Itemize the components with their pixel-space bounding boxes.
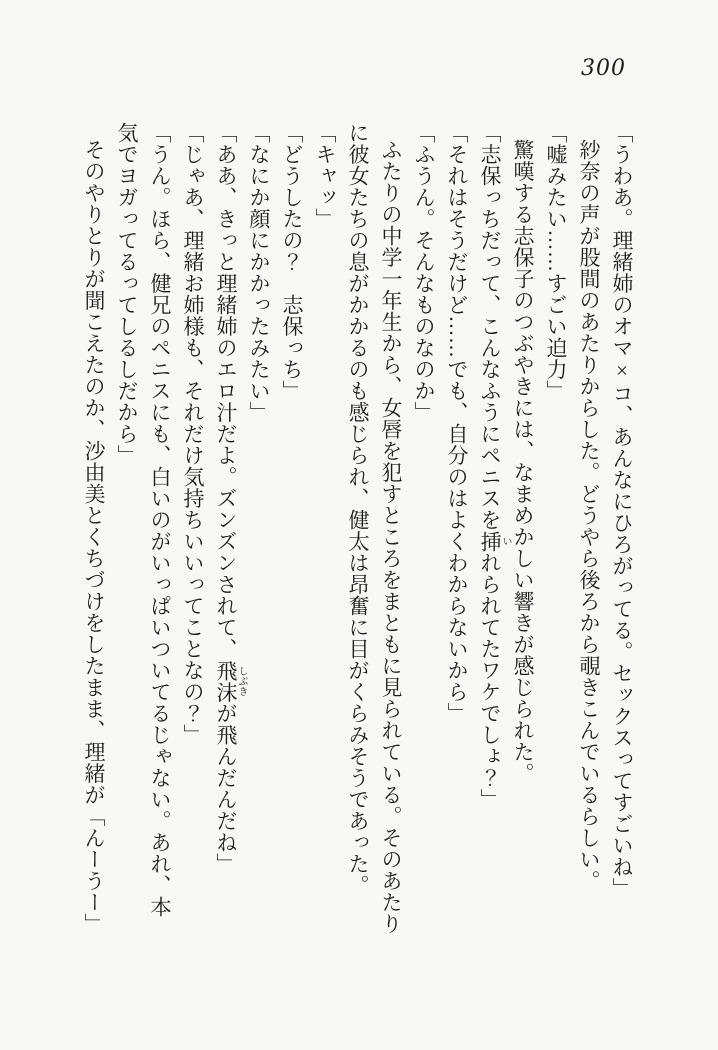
paragraph: 驚嘆する志保子のつぶやきには、なまめかしい響きが感じられた。 xyxy=(511,139,535,784)
paragraph: 「じゃあ、理緒お姉様も、それだけ気持ちいいってことなの？」 xyxy=(181,122,205,746)
paragraph: 「志保っちだって、こんなふうにペニスを挿 い れられてたワケでしょ？」 xyxy=(478,122,511,810)
paragraph: 「ああ、きっと理緒姉のエロ汁だよ。ズンズンされて、飛沫 しぶき が飛んだんだね」 xyxy=(214,122,247,875)
paragraph: 「なにか顔にかかったみたい」 xyxy=(247,122,271,423)
paragraph: 「嘘みたい……すごい迫力」 xyxy=(544,122,568,402)
furigana-base: 挿 い xyxy=(478,530,511,552)
paragraph: 「どうしたの？ 志保っち」 xyxy=(280,122,304,402)
paragraph: 紗奈の声が股間のあたりからした。どうやら後ろから覗きこんでいるらしい。 xyxy=(577,139,601,892)
furigana-base: 飛沫 しぶき xyxy=(214,659,247,703)
paragraph: 「うわあ。理緒姉のオマ×コ、あんなにひろがってる。セックスってすごいね」 xyxy=(610,122,634,899)
furigana-text: しぶき xyxy=(236,666,247,696)
paragraph: 「うん。ほら、健兄のペニスにも、白いのがいっぱいついてるじゃない。あれ、本気でヨガってるってしるしだから」 xyxy=(115,122,172,918)
paragraph: 「キャッ」 xyxy=(313,122,337,230)
body-text xyxy=(77,122,638,937)
page-number: 300 xyxy=(581,56,626,81)
furigana-text: い xyxy=(500,536,511,547)
paragraph: そのやりとりが聞こえたのか、沙由美とくちづけをしたまま、理緒が「んーうー」 xyxy=(82,139,106,935)
paragraph: 「それはそうだけど……でも、自分のはよくわからないから」 xyxy=(445,122,469,724)
paragraph: ふたりの中学一年生から、女唇を犯すところをまともに見られている。そのあたりに彼女たちの息がかかるのも感じられ、健太は昂奮に目がくらみそうであった。 xyxy=(346,122,403,935)
paragraph: 「ふうん。そんなものなのか」 xyxy=(412,122,436,423)
